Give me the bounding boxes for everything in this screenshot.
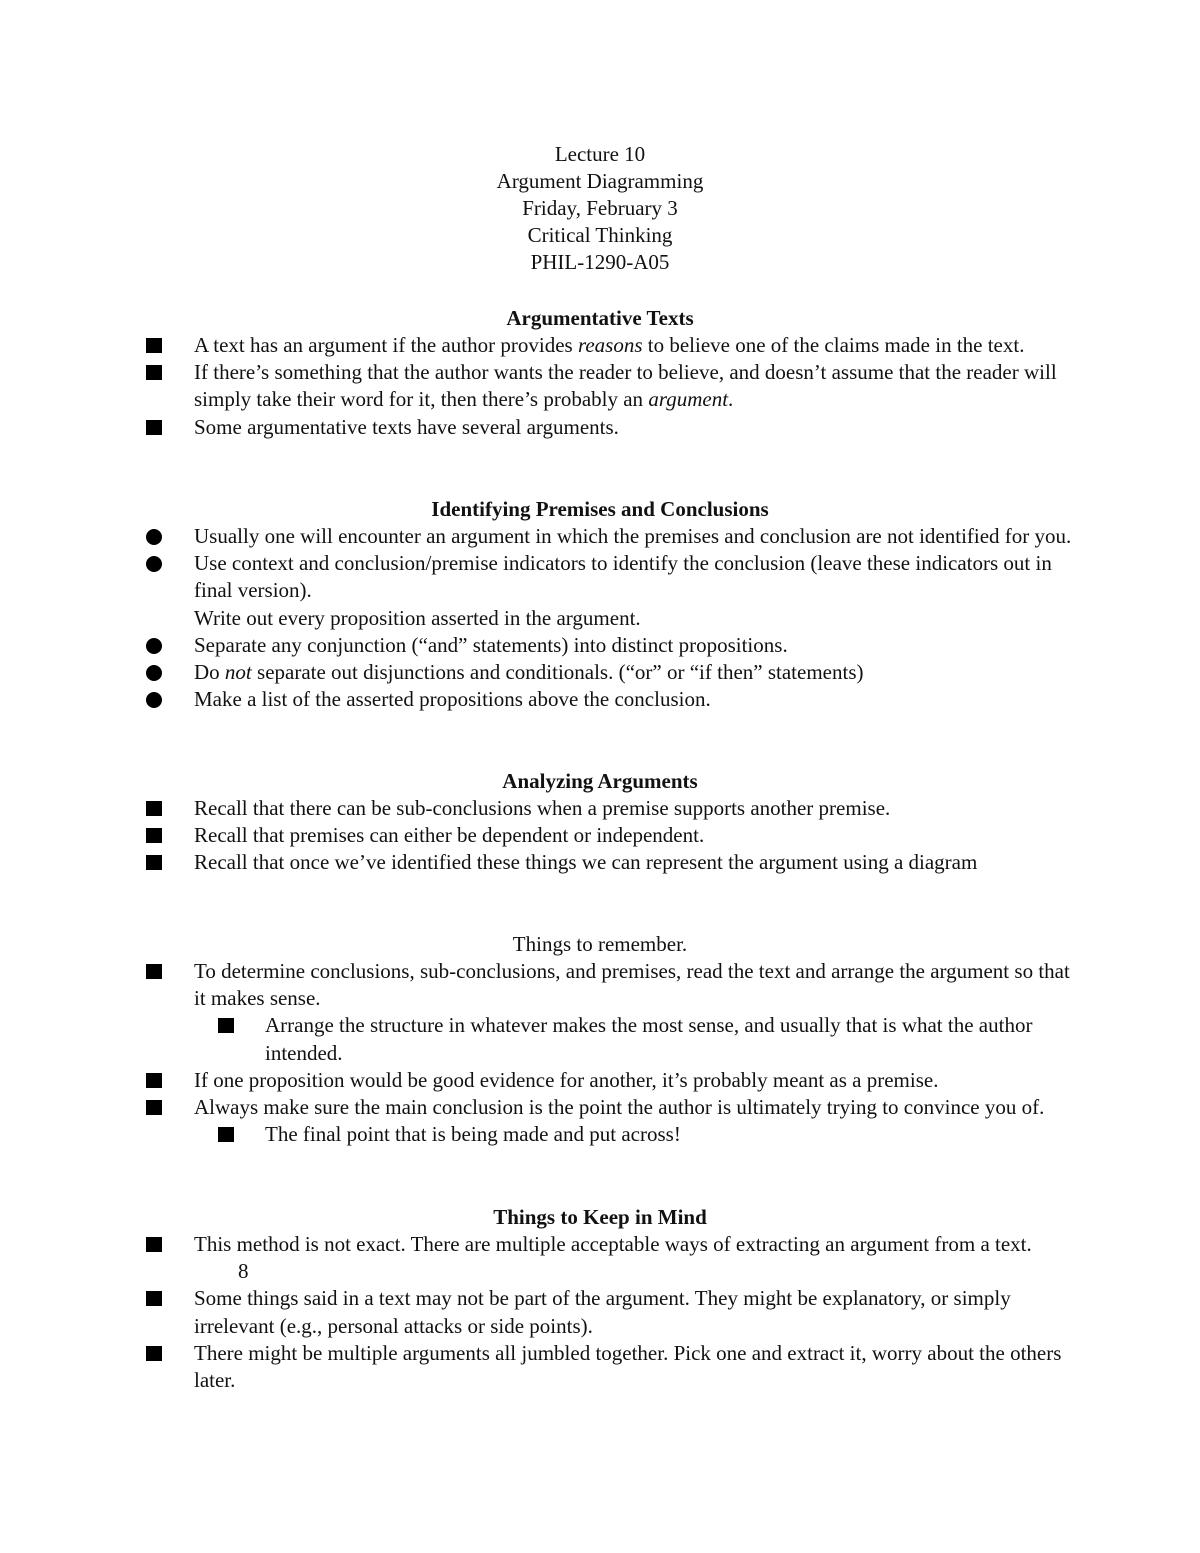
square-bullet-icon [146,828,162,843]
square-bullet-icon [218,1018,234,1033]
round-bullet-icon [146,529,162,545]
list-item: Recall that once we’ve identified these things we can represent the argument using a diagram [0,849,1074,876]
square-bullet-icon [146,801,162,816]
square-bullet-icon [146,1237,162,1252]
list-item: Usually one will encounter an argument in which the premises and conclusion are not identified for you. [0,523,1074,550]
square-bullet-icon [218,1127,234,1142]
square-bullet-icon [146,1291,162,1306]
page-number: 8 [238,1259,249,1284]
list-item: Separate any conjunction (“and” statements) into distinct propositions. [0,632,1074,659]
list-item: Some argumentative texts have several arguments. [0,414,1074,441]
square-bullet-icon [146,855,162,870]
square-bullet-icon [146,1073,162,1088]
course-code: PHIL-1290-A05 [530,250,670,274]
square-bullet-icon [146,338,162,353]
lecture-number: Lecture 10 [554,142,646,166]
round-bullet-icon [146,638,162,654]
section-title: Argumentative Texts [506,306,694,330]
sub-list-item: The final point that is being made and put across! [0,1121,1075,1148]
square-bullet-icon [146,365,162,380]
lecture-topic: Argument Diagramming [496,169,704,193]
lecture-header [0,141,1200,276]
square-bullet-icon [146,964,162,979]
list-item: Do not separate out disjunctions and conditionals. (“or” or “if then” statements) [0,659,1074,686]
round-bullet-icon [146,692,162,708]
list-item: To determine conclusions, sub-conclusions, and premises, read the text and arrange the argument so that it makes sense. [0,958,1074,1012]
section-argumentative-texts [0,305,1200,441]
section-title: Analyzing Arguments [502,769,698,793]
list-item: Some things said in a text may not be part of the argument. They might be explanatory, or simply irrelevant (e.g., personal attacks or side points). [0,1285,1074,1339]
section-title: Things to remember. [512,932,688,956]
section-analyzing-arguments [0,768,1200,877]
round-bullet-icon [146,556,162,572]
square-bullet-icon [146,1346,162,1361]
list-item: Make a list of the asserted propositions above the conclusion. [0,686,1074,713]
sub-list-item: Arrange the structure in whatever makes the most sense, and usually that is what the author intended. [0,1012,1075,1066]
list-item: Always make sure the main conclusion is the point the author is ultimately trying to convince you of. [0,1094,1074,1121]
square-bullet-icon [146,1100,162,1115]
list-item-continuation: Write out every proposition asserted in the argument. [194,605,641,630]
list-item: This method is not exact. There are multiple acceptable ways of extracting an argument from a text.8 [0,1231,1074,1285]
section-title: Identifying Premises and Conclusions [431,497,769,521]
round-bullet-icon [146,665,162,681]
section-things-to-remember [0,931,1200,1148]
list-item: Recall that premises can either be dependent or independent. [0,822,1074,849]
list-item: Use context and conclusion/premise indicators to identify the conclusion (leave these indicators out in final version). [0,550,1074,604]
section-title: Things to Keep in Mind [493,1205,707,1229]
list-item: Recall that there can be sub-conclusions when a premise supports another premise. [0,795,1074,822]
lecture-date: Friday, February 3 [522,196,678,220]
course-name: Critical Thinking [527,223,673,247]
list-item: There might be multiple arguments all jumbled together. Pick one and extract it, worry about the others later. [0,1340,1074,1394]
list-item: If there’s something that the author wants the reader to believe, and doesn’t assume that the reader will simply take their word for it, then there’s probably an argument. [0,359,1074,413]
section-identifying-premises [0,496,1200,713]
list-item: If one proposition would be good evidence for another, it’s probably meant as a premise. [0,1067,1074,1094]
square-bullet-icon [146,420,162,435]
section-things-to-keep-in-mind [0,1204,1200,1394]
list-item: A text has an argument if the author provides reasons to believe one of the claims made in the text. [0,332,1074,359]
